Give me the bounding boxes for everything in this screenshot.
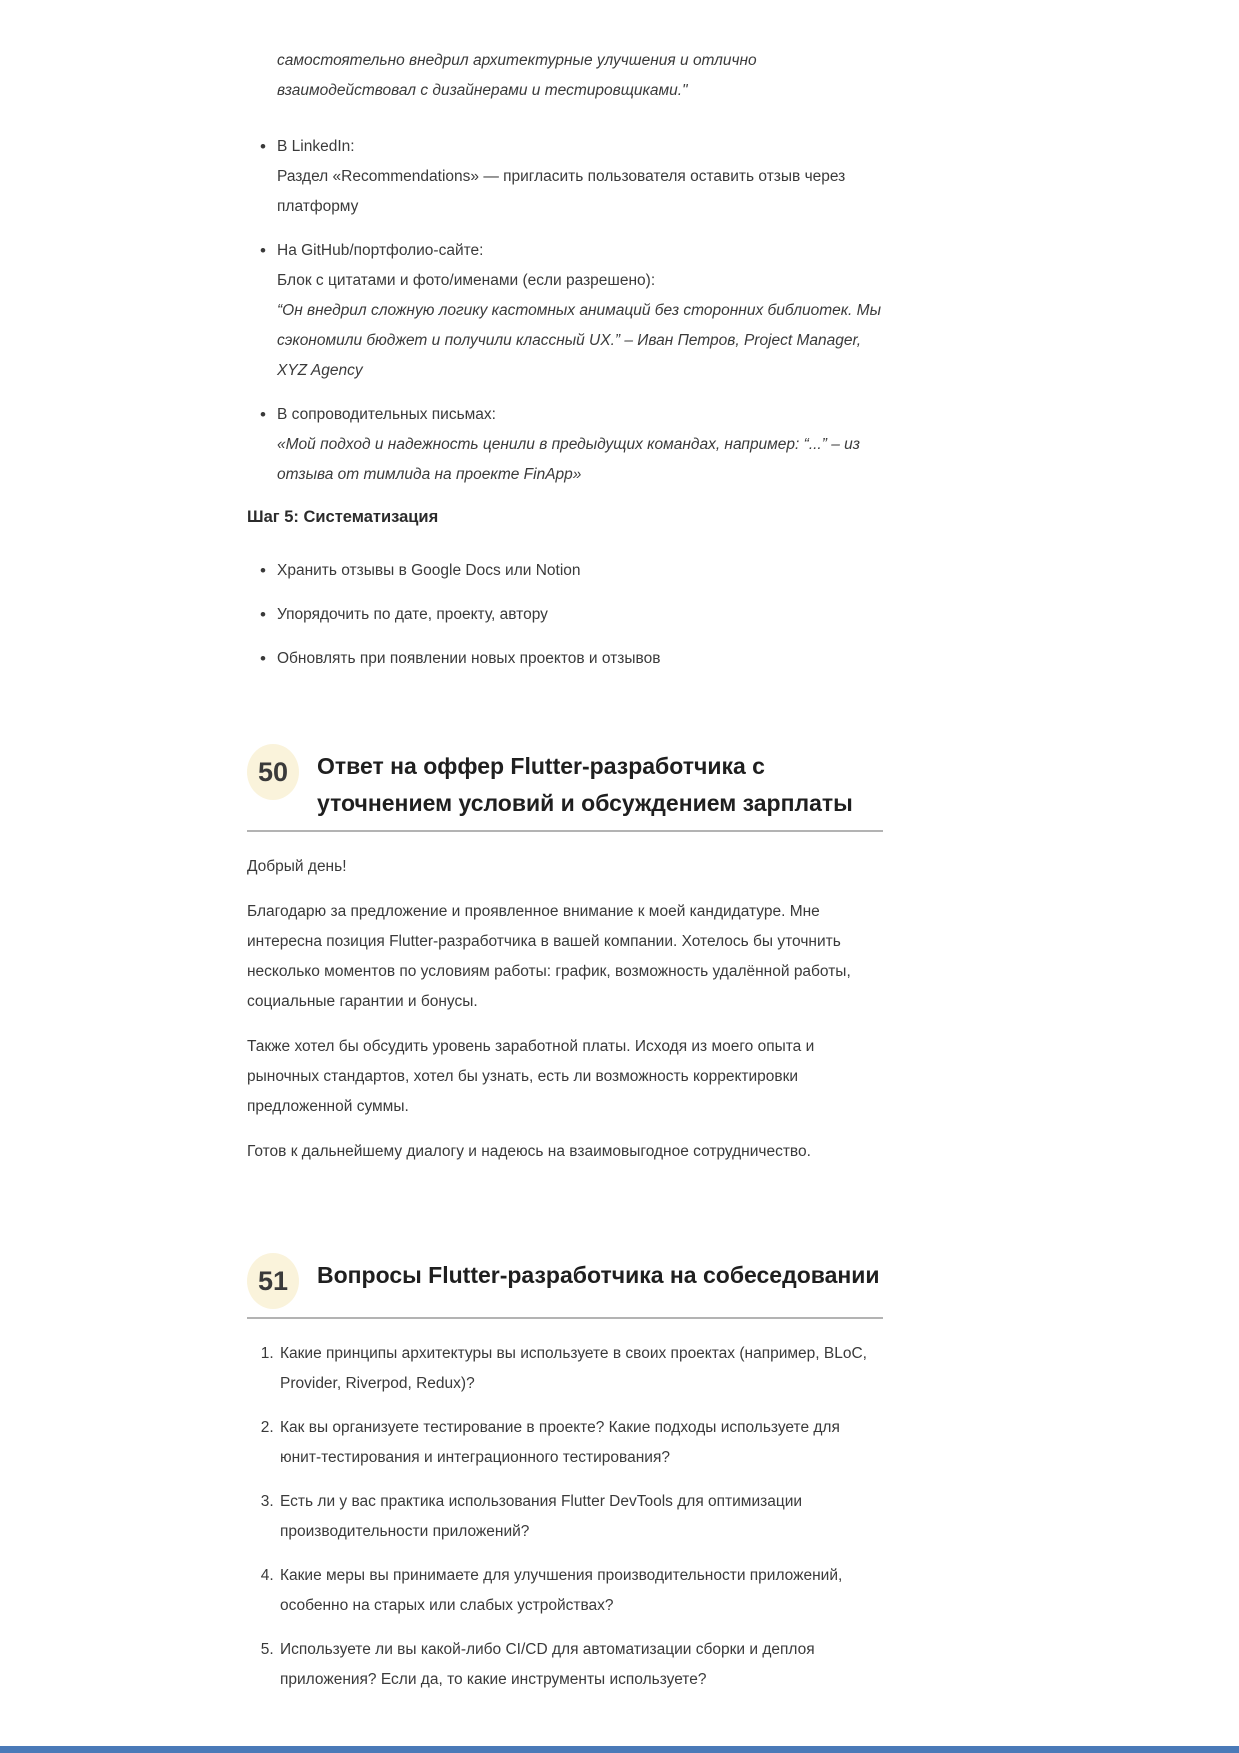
section-divider: [247, 1317, 883, 1319]
question-item: 5. Используете ли вы какой-либо CI/CD для автоматизации сборки и деплоя приложения? Если да, то какие инструменты используете?: [278, 1635, 883, 1695]
section-number-badge: 50: [247, 744, 299, 800]
bullet-quote: “Он внедрил сложную логику кастомных анимаций без сторонних библиотек. Мы сэкономили бюджет и получили классный UX.” – Иван Петров, Project Manager, XYZ Agency: [277, 302, 881, 379]
bullet-title: • В LinkedIn:: [277, 138, 355, 155]
bullet-title: • На GitHub/портфолио-сайте:: [277, 242, 484, 259]
list-item: • Обновлять при появлении новых проектов и отзывов: [247, 644, 883, 674]
list-item: • Упорядочить по дате, проекту, автору: [247, 600, 883, 630]
section-51-header: [247, 1253, 883, 1309]
bullet-quote: «Мой подход и надежность ценили в предыдущих командах, например: “...” – из отзыва от тимлида на проекте FinApp»: [277, 436, 860, 483]
section-50: [247, 744, 883, 1167]
list-item: [247, 236, 883, 386]
section-title: Ответ на оффер Flutter-разработчика с уточнением условий и обсуждением зарплаты: [317, 753, 853, 816]
question-item: 2. Как вы организуете тестирование в проекте? Какие подходы используете для юнит-тестирования и интеграционного тестирования?: [278, 1413, 883, 1473]
paragraph: Готов к дальнейшему диалогу и надеюсь на взаимовыгодное сотрудничество.: [247, 1143, 811, 1160]
section-number-badge: 51: [247, 1253, 299, 1309]
list-item: • Хранить отзывы в Google Docs или Notion: [247, 556, 883, 586]
question-item: 1. Какие принципы архитектуры вы используете в своих проектах (например, BLoC, Provider, Riverpod, Redux)?: [278, 1339, 883, 1399]
bottom-accent-bar: [0, 1746, 1239, 1753]
interview-questions-list: [247, 1339, 883, 1695]
paragraph: Благодарю за предложение и проявленное внимание к моей кандидатуре. Мне интересна позиция Flutter-разработчика в вашей компании. Хотелось бы уточнить несколько моментов по условиям работы: график, возможность удалённой работы, социальные гарантии и бонусы.: [247, 903, 851, 1010]
paragraph: Также хотел бы обсудить уровень заработной платы. Исходя из моего опыта и рыночных стандартов, хотел бы узнать, есть ли возможность корректировки предложенной суммы.: [247, 1038, 815, 1115]
section-title: Вопросы Flutter-разработчика на собеседовании: [317, 1262, 880, 1288]
bullet-text: Блок с цитатами и фото/именами (если разрешено):: [277, 272, 656, 289]
list-item: [247, 132, 883, 222]
step5-list: [247, 556, 883, 674]
paragraph: Добрый день!: [247, 858, 347, 875]
question-item: 4. Какие меры вы принимаете для улучшения производительности приложений, особенно на старых или слабых устройствах?: [278, 1561, 883, 1621]
bullet-text: Раздел «Recommendations» — пригласить пользователя оставить отзыв через платформу: [277, 168, 846, 215]
list-item: [247, 400, 883, 490]
document-content: [247, 0, 883, 1709]
feedback-channels-list: [247, 132, 883, 490]
quote-continuation-text: самостоятельно внедрил архитектурные улучшения и отлично взаимодействовал с дизайнерами и тестировщиками.": [277, 52, 757, 99]
section-50-header: [247, 744, 883, 822]
bullet-title: • В сопроводительных письмах:: [277, 406, 496, 423]
section-51: [247, 1253, 883, 1695]
section-divider: [247, 830, 883, 832]
question-item: 3. Есть ли у вас практика использования Flutter DevTools для оптимизации производительности приложений?: [278, 1487, 883, 1547]
step5-heading: Шаг 5: Систематизация: [247, 508, 439, 526]
